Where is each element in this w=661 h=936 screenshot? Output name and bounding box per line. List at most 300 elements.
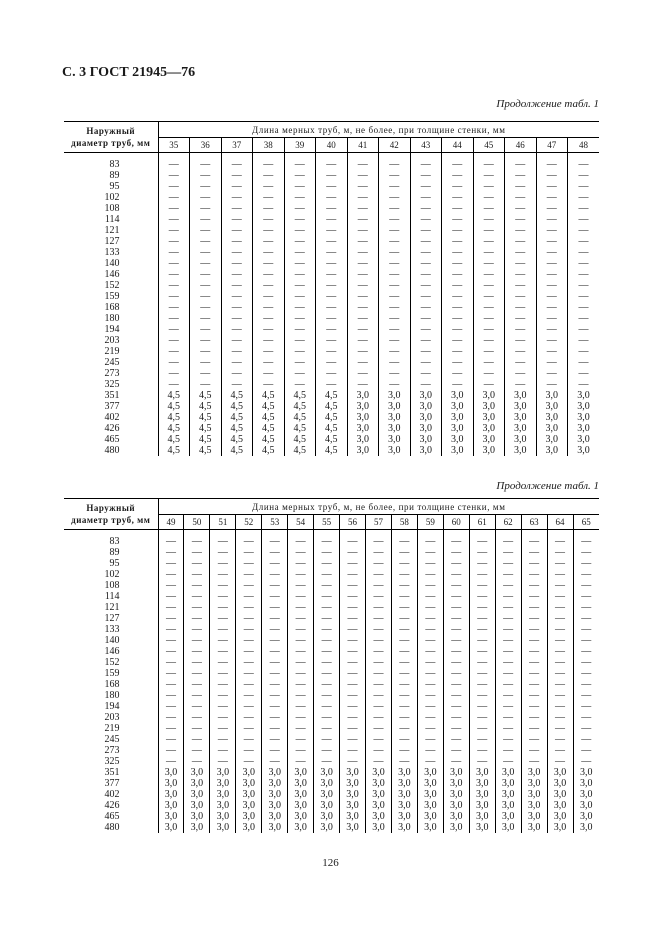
value-cell: —	[262, 690, 288, 701]
value-cell: —	[284, 192, 316, 203]
value-cell: —	[495, 723, 521, 734]
diameter-cell: 146	[64, 269, 158, 280]
column-header: 44	[442, 138, 474, 153]
value-cell: —	[316, 269, 348, 280]
value-cell: —	[521, 712, 547, 723]
column-header: 36	[190, 138, 222, 153]
value-cell: —	[443, 657, 469, 668]
value-cell: —	[417, 613, 443, 624]
value-cell: —	[417, 657, 443, 668]
value-cell: 4,5	[284, 412, 316, 423]
value-cell: 3,0	[210, 800, 236, 811]
column-header: 49	[158, 515, 184, 530]
value-cell: —	[410, 313, 442, 324]
value-cell: —	[366, 734, 392, 745]
value-cell: —	[521, 569, 547, 580]
value-cell: —	[158, 181, 190, 192]
value-cell: —	[284, 291, 316, 302]
value-cell: —	[443, 635, 469, 646]
value-cell: —	[410, 225, 442, 236]
value-cell: —	[417, 536, 443, 547]
value-cell: 3,0	[366, 789, 392, 800]
value-cell: —	[262, 701, 288, 712]
value-cell: —	[581, 657, 592, 668]
value-cell: —	[210, 580, 236, 591]
table-row	[64, 170, 599, 181]
diameter-cell: 95	[64, 181, 158, 192]
value-cell: —	[379, 236, 411, 247]
table-row	[64, 335, 599, 346]
value-cell: —	[473, 357, 505, 368]
value-cell: —	[347, 368, 379, 379]
value-cell: —	[469, 624, 495, 635]
value-cell: —	[473, 302, 505, 313]
value-cell: —	[410, 379, 442, 390]
column-header: 42	[379, 138, 411, 153]
value-cell: —	[473, 313, 505, 324]
value-cell: —	[442, 302, 474, 313]
value-cell: 3,0	[210, 789, 236, 800]
value-cell: —	[190, 291, 222, 302]
value-cell: —	[316, 335, 348, 346]
value-cell: —	[221, 346, 253, 357]
table-row	[64, 679, 599, 690]
value-cell: 3,0	[505, 445, 537, 456]
value-cell: 3,0	[473, 412, 505, 423]
value-cell: —	[236, 602, 262, 613]
value-cell: —	[521, 536, 547, 547]
value-cell: 3,0	[314, 822, 340, 833]
value-cell: 3,0	[184, 767, 210, 778]
column-header: 51	[210, 515, 236, 530]
value-cell: —	[521, 602, 547, 613]
value-cell: —	[469, 536, 495, 547]
value-cell: —	[442, 192, 474, 203]
column-header: 59	[417, 515, 443, 530]
value-cell: 3,0	[443, 778, 469, 789]
value-cell: —	[253, 313, 285, 324]
value-cell: —	[379, 291, 411, 302]
value-cell: —	[469, 657, 495, 668]
value-cell: —	[347, 346, 379, 357]
value-cell: —	[284, 170, 316, 181]
value-cell: —	[288, 679, 314, 690]
value-cell: 3,0	[379, 412, 411, 423]
value-cell: —	[366, 558, 392, 569]
value-cell: —	[284, 247, 316, 258]
value-cell: —	[521, 613, 547, 624]
value-cell: —	[443, 668, 469, 679]
value-cell: —	[495, 745, 521, 756]
diameter-cell: 377	[64, 778, 158, 789]
value-cell: 3,0	[442, 423, 474, 434]
value-cell: 3,0	[288, 778, 314, 789]
value-cell: —	[469, 547, 495, 558]
value-cell: 3,0	[340, 800, 366, 811]
value-cell: —	[210, 734, 236, 745]
value-cell: —	[184, 613, 210, 624]
span-header: Длина мерных труб, м, не более, при толщине стенки, мм	[158, 122, 599, 138]
value-cell: —	[443, 569, 469, 580]
value-cell: —	[158, 291, 190, 302]
value-cell: —	[284, 313, 316, 324]
value-cell: —	[442, 225, 474, 236]
value-cell: —	[190, 225, 222, 236]
value-cell: 4,5	[284, 445, 316, 456]
value-cell: —	[547, 580, 573, 591]
value-cell: —	[417, 602, 443, 613]
value-cell: —	[284, 214, 316, 225]
value-cell: —	[547, 668, 573, 679]
value-cell: —	[391, 646, 417, 657]
document-header: С. 3 ГОСТ 21945—76	[62, 65, 196, 80]
value-cell: —	[505, 357, 537, 368]
table-row	[64, 811, 599, 822]
value-cell: —	[505, 159, 537, 170]
value-cell: —	[473, 346, 505, 357]
value-cell: —	[314, 646, 340, 657]
value-cell: —	[340, 756, 366, 767]
value-cell: —	[158, 236, 190, 247]
row-header	[64, 122, 158, 153]
value-cell: —	[391, 591, 417, 602]
diameter-cell: 140	[64, 258, 158, 269]
value-cell: 3,0	[288, 822, 314, 833]
value-cell: —	[366, 723, 392, 734]
value-cell: —	[366, 690, 392, 701]
value-cell: —	[158, 247, 190, 258]
value-cell: —	[158, 536, 184, 547]
value-cell: 3,0	[505, 390, 537, 401]
value-cell: —	[253, 203, 285, 214]
value-cell: —	[443, 712, 469, 723]
value-cell: —	[314, 679, 340, 690]
value-cell: —	[505, 192, 537, 203]
value-cell: —	[314, 756, 340, 767]
value-cell: —	[505, 225, 537, 236]
value-cell: —	[469, 646, 495, 657]
value-cell: —	[410, 302, 442, 313]
value-cell: —	[236, 701, 262, 712]
value-cell: —	[391, 580, 417, 591]
value-cell: —	[379, 214, 411, 225]
value-cell: 3,0	[410, 401, 442, 412]
value-cell: —	[521, 679, 547, 690]
value-cell: —	[253, 291, 285, 302]
value-cell: —	[379, 247, 411, 258]
diameter-cell: 89	[64, 547, 158, 558]
value-cell: —	[340, 668, 366, 679]
diameter-cell: 203	[64, 335, 158, 346]
value-cell: —	[262, 558, 288, 569]
value-cell: —	[314, 569, 340, 580]
value-cell: —	[190, 258, 222, 269]
value-cell: 3,0	[314, 811, 340, 822]
value-cell: 4,5	[190, 412, 222, 423]
value-cell: —	[495, 558, 521, 569]
value-cell: —	[495, 635, 521, 646]
value-cell: —	[547, 745, 573, 756]
value-cell: —	[288, 657, 314, 668]
value-cell: 3,0	[366, 811, 392, 822]
column-header: 62	[495, 515, 521, 530]
value-cell: —	[253, 269, 285, 280]
value-cell: —	[391, 536, 417, 547]
value-cell: —	[158, 313, 190, 324]
value-cell: 3,0	[417, 800, 443, 811]
value-cell: —	[581, 624, 592, 635]
value-cell: —	[190, 247, 222, 258]
value-cell: —	[366, 712, 392, 723]
value-cell: —	[578, 269, 589, 280]
value-cell: —	[284, 203, 316, 214]
value-cell: —	[578, 258, 589, 269]
value-cell: —	[184, 536, 210, 547]
value-cell: 3,0	[417, 767, 443, 778]
value-cell: 3,0	[262, 789, 288, 800]
value-cell: 3,0	[158, 811, 184, 822]
value-cell: —	[158, 712, 184, 723]
value-cell: —	[536, 379, 568, 390]
value-cell: —	[410, 192, 442, 203]
value-cell: 3,0	[410, 445, 442, 456]
value-cell: 3,0	[577, 412, 590, 423]
value-cell: —	[236, 657, 262, 668]
value-cell: —	[379, 335, 411, 346]
value-cell: —	[495, 569, 521, 580]
value-cell: —	[495, 602, 521, 613]
value-cell: —	[158, 379, 190, 390]
value-cell: —	[536, 357, 568, 368]
value-cell: 3,0	[158, 767, 184, 778]
diameter-cell: 325	[64, 756, 158, 767]
table-row	[64, 269, 599, 280]
value-cell: —	[473, 247, 505, 258]
value-cell: —	[495, 547, 521, 558]
value-cell: 4,5	[221, 412, 253, 423]
value-cell: —	[221, 324, 253, 335]
value-cell: —	[316, 313, 348, 324]
value-cell: 3,0	[236, 822, 262, 833]
value-cell: —	[495, 756, 521, 767]
value-cell: —	[236, 745, 262, 756]
value-cell: —	[442, 269, 474, 280]
diameter-cell: 133	[64, 247, 158, 258]
value-cell: —	[253, 225, 285, 236]
value-cell: 3,0	[262, 767, 288, 778]
value-cell: —	[578, 225, 589, 236]
diameter-cell: 325	[64, 379, 158, 390]
value-cell: —	[547, 613, 573, 624]
value-cell: —	[190, 368, 222, 379]
value-cell: —	[340, 547, 366, 558]
value-cell: —	[581, 635, 592, 646]
value-cell: 3,0	[536, 390, 568, 401]
value-cell: —	[473, 203, 505, 214]
value-cell: —	[417, 646, 443, 657]
table-row	[64, 547, 599, 558]
value-cell: —	[158, 756, 184, 767]
value-cell: —	[366, 745, 392, 756]
table-row	[64, 390, 599, 401]
value-cell: —	[340, 657, 366, 668]
table-row	[64, 434, 599, 445]
value-cell: 3,0	[184, 789, 210, 800]
value-cell: —	[495, 701, 521, 712]
value-cell: —	[521, 558, 547, 569]
value-cell: —	[521, 723, 547, 734]
value-cell: —	[347, 181, 379, 192]
value-cell: —	[314, 558, 340, 569]
value-cell: —	[443, 580, 469, 591]
table-row	[64, 203, 599, 214]
value-cell: 3,0	[410, 390, 442, 401]
value-cell: 3,0	[473, 401, 505, 412]
value-cell: 3,0	[442, 412, 474, 423]
value-cell: —	[347, 203, 379, 214]
table-row	[64, 635, 599, 646]
table-row	[64, 401, 599, 412]
value-cell: —	[262, 756, 288, 767]
value-cell: —	[184, 558, 210, 569]
value-cell: —	[284, 324, 316, 335]
value-cell: —	[221, 302, 253, 313]
value-cell: —	[236, 690, 262, 701]
value-cell: —	[547, 679, 573, 690]
value-cell: —	[158, 346, 190, 357]
value-cell: —	[469, 635, 495, 646]
value-cell: 3,0	[347, 412, 379, 423]
value-cell: 3,0	[366, 778, 392, 789]
value-cell: —	[190, 203, 222, 214]
value-cell: 3,0	[495, 767, 521, 778]
value-cell: 4,5	[221, 390, 253, 401]
value-cell: —	[443, 547, 469, 558]
value-cell: —	[379, 258, 411, 269]
value-cell: —	[521, 646, 547, 657]
value-cell: —	[210, 569, 236, 580]
value-cell: —	[417, 624, 443, 635]
value-cell: 3,0	[536, 401, 568, 412]
value-cell: 3,0	[288, 767, 314, 778]
value-cell: —	[262, 613, 288, 624]
value-cell: —	[210, 547, 236, 558]
value-cell: 3,0	[184, 822, 210, 833]
value-cell: 3,0	[505, 401, 537, 412]
diameter-cell: 102	[64, 569, 158, 580]
value-cell: —	[581, 580, 592, 591]
value-cell: —	[410, 324, 442, 335]
value-cell: —	[184, 602, 210, 613]
diameter-cell: 159	[64, 668, 158, 679]
value-cell: 3,0	[340, 789, 366, 800]
value-cell: —	[495, 591, 521, 602]
value-cell: —	[366, 613, 392, 624]
value-cell: —	[253, 181, 285, 192]
value-cell: —	[505, 214, 537, 225]
value-cell: —	[547, 624, 573, 635]
value-cell: —	[314, 657, 340, 668]
value-cell: —	[284, 357, 316, 368]
value-cell: —	[391, 635, 417, 646]
value-cell: —	[253, 335, 285, 346]
value-cell: —	[495, 536, 521, 547]
value-cell: —	[221, 269, 253, 280]
value-cell: —	[536, 181, 568, 192]
value-cell: —	[505, 302, 537, 313]
diameter-cell: 465	[64, 434, 158, 445]
value-cell: —	[347, 302, 379, 313]
value-cell: 3,0	[391, 778, 417, 789]
value-cell: —	[442, 335, 474, 346]
value-cell: —	[505, 269, 537, 280]
value-cell: —	[495, 712, 521, 723]
value-cell: 3,0	[379, 401, 411, 412]
value-cell: —	[190, 280, 222, 291]
column-header: 38	[253, 138, 285, 153]
value-cell: 3,0	[443, 767, 469, 778]
diameter-cell: 180	[64, 690, 158, 701]
table-row	[64, 800, 599, 811]
diameter-cell: 114	[64, 591, 158, 602]
table-row	[64, 181, 599, 192]
table-row	[64, 258, 599, 269]
value-cell: —	[340, 723, 366, 734]
value-cell: —	[221, 313, 253, 324]
value-cell: —	[253, 214, 285, 225]
table-1	[64, 121, 599, 456]
value-cell: 3,0	[417, 811, 443, 822]
value-cell: 4,5	[253, 423, 285, 434]
value-cell: —	[391, 569, 417, 580]
value-cell: —	[473, 291, 505, 302]
value-cell: —	[210, 690, 236, 701]
value-cell: —	[521, 657, 547, 668]
value-cell: —	[581, 701, 592, 712]
value-cell: —	[236, 624, 262, 635]
value-cell: —	[410, 335, 442, 346]
value-cell: —	[184, 569, 210, 580]
value-cell: —	[581, 536, 592, 547]
value-cell: —	[253, 302, 285, 313]
value-cell: —	[505, 247, 537, 258]
value-cell: 4,5	[190, 401, 222, 412]
value-cell: —	[410, 291, 442, 302]
value-cell: —	[288, 580, 314, 591]
value-cell: —	[536, 236, 568, 247]
value-cell: —	[184, 701, 210, 712]
value-cell: 3,0	[505, 412, 537, 423]
value-cell: —	[158, 635, 184, 646]
diameter-cell: 465	[64, 811, 158, 822]
value-cell: —	[316, 346, 348, 357]
value-cell: 3,0	[521, 811, 547, 822]
value-cell: —	[443, 558, 469, 569]
value-cell: —	[469, 558, 495, 569]
value-cell: 3,0	[536, 445, 568, 456]
value-cell: —	[262, 580, 288, 591]
value-cell: —	[442, 247, 474, 258]
value-cell: —	[236, 635, 262, 646]
value-cell: —	[410, 214, 442, 225]
column-header: 60	[443, 515, 469, 530]
value-cell: 3,0	[340, 778, 366, 789]
value-cell: —	[347, 247, 379, 258]
value-cell: —	[505, 170, 537, 181]
value-cell: 3,0	[577, 434, 590, 445]
diameter-cell: 219	[64, 346, 158, 357]
value-cell: —	[391, 657, 417, 668]
